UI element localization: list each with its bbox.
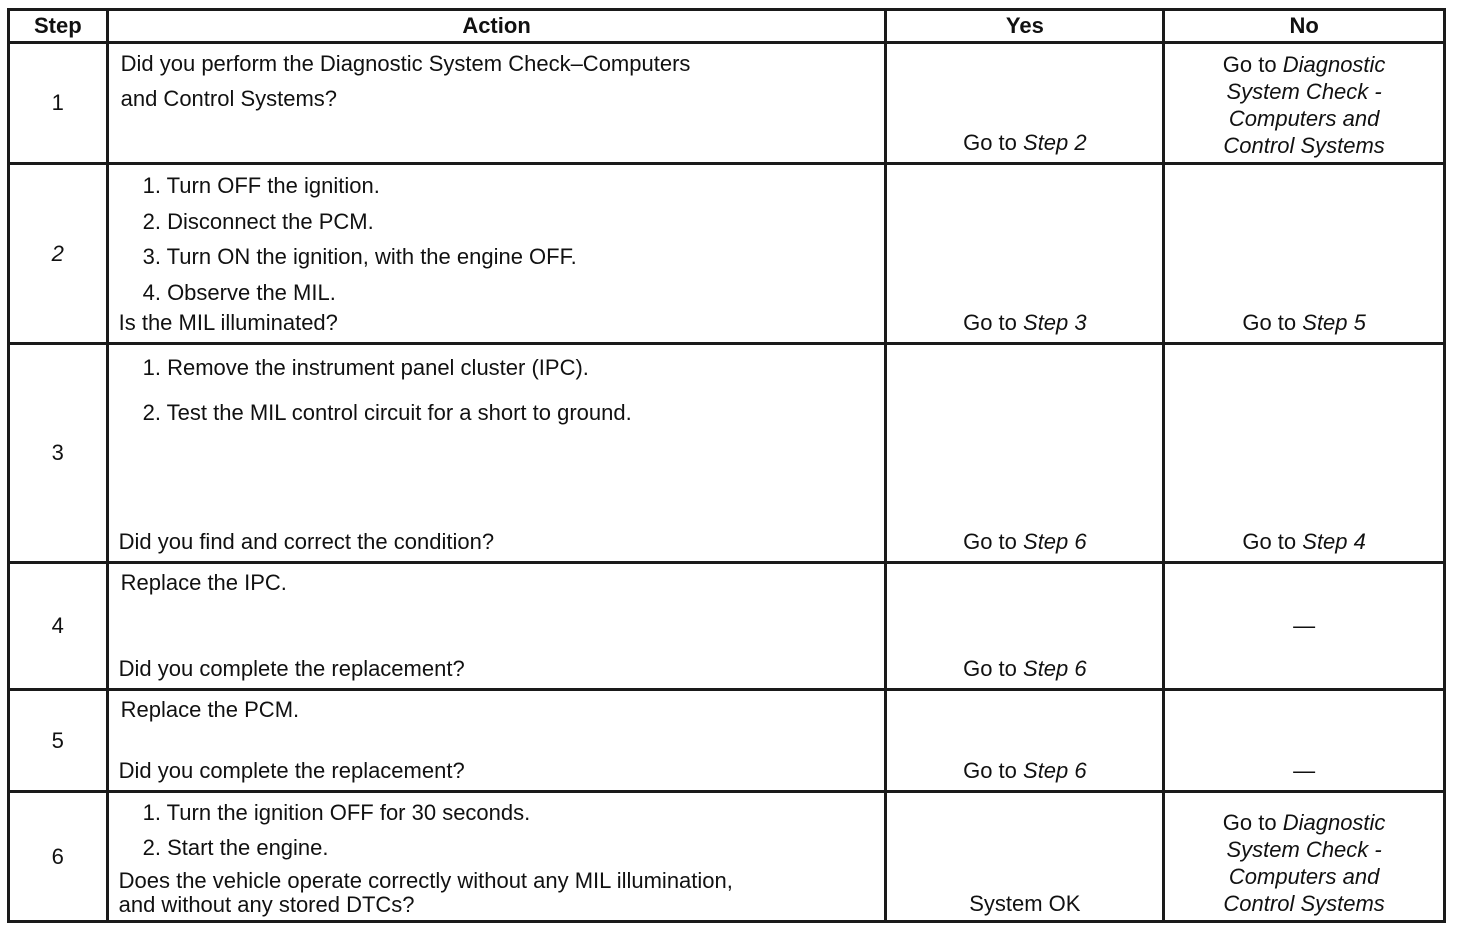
no-target: Computers and [1228,106,1380,131]
yes-prefix: Go to [963,130,1017,155]
no-target: Computers and [1228,864,1380,889]
no-prefix: Go to [1222,810,1277,835]
yes-prefix: Go to [963,529,1017,554]
action-item: 1. Remove the instrument panel cluster (IPC). [142,355,589,380]
header-no: No [1164,10,1445,43]
diagnostic-table [7,8,1446,923]
header-action: Action [107,10,886,43]
header-step: Step [9,10,108,43]
no-target: System Check - [1226,79,1382,104]
step-number: 5 [9,690,108,792]
no-target: Diagnostic [1282,810,1386,835]
yes-prefix: Go to [963,656,1017,681]
yes-target: Step 6 [1023,529,1087,554]
action-cell [107,344,886,563]
no-cell [1164,563,1445,690]
no-dash: — [1293,758,1316,783]
yes-target: Step 3 [1023,310,1087,335]
action-text: Replace the PCM. [120,697,300,722]
no-target: Step 4 [1302,529,1366,554]
no-target: Control Systems [1223,133,1385,158]
action-cell [107,690,886,792]
question-text: Is the MIL illuminated? [118,310,338,335]
table-row [9,164,1445,344]
action-item: 2. Test the MIL control circuit for a short to ground. [142,400,632,425]
no-prefix: Go to [1242,310,1297,335]
action-cell [107,792,886,922]
table-row [9,563,1445,690]
no-prefix: Go to [1222,52,1277,77]
table-row [9,792,1445,922]
yes-target: Step 6 [1023,758,1087,783]
yes-cell [886,563,1164,690]
no-target: System Check - [1226,837,1382,862]
action-item: 2. Start the engine. [142,835,329,860]
step-number: 4 [9,563,108,690]
header-row [9,10,1445,43]
action-cell [107,43,886,164]
step-number: 6 [9,792,108,922]
yes-cell [886,690,1164,792]
table-row [9,344,1445,563]
no-target: Control Systems [1223,891,1385,916]
no-prefix: Go to [1242,529,1297,554]
table-row [9,690,1445,792]
table-row [9,43,1445,164]
action-item: 1. Turn OFF the ignition. [142,173,380,198]
no-dash: — [1293,613,1316,638]
question-text: Did you complete the replacement? [118,656,465,681]
step-number: 1 [9,43,108,164]
action-item: 4. Observe the MIL. [142,279,336,305]
action-text: and Control Systems? [120,86,338,111]
step-number: 3 [9,344,108,563]
question-text: Did you find and correct the condition? [118,529,495,554]
no-cell [1164,690,1445,792]
no-cell [1164,792,1445,922]
action-text: Did you perform the Diagnostic System Check–Computers [120,51,691,76]
yes-cell [886,43,1164,164]
step-number: 2 [9,164,108,344]
yes-cell [886,164,1164,344]
action-text: Replace the IPC. [120,570,287,595]
no-target: Diagnostic [1282,52,1386,77]
yes-target: Step 2 [1023,130,1087,155]
yes-prefix: Go to [963,758,1017,783]
yes-prefix: Go to [963,310,1017,335]
yes-cell [886,792,1164,922]
no-cell [1164,164,1445,344]
no-target: Step 5 [1302,310,1366,335]
yes-target: Step 6 [1023,656,1087,681]
action-cell [107,164,886,344]
header-yes: Yes [886,10,1164,43]
action-cell [107,563,886,690]
no-cell [1164,43,1445,164]
yes-cell [886,344,1164,563]
no-cell [1164,344,1445,563]
action-item: 3. Turn ON the ignition, with the engine OFF. [142,244,577,269]
action-item: 2. Disconnect the PCM. [142,208,374,234]
action-item: 1. Turn the ignition OFF for 30 seconds. [142,800,531,825]
question-text: and without any stored DTCs? [118,892,415,917]
question-text: Does the vehicle operate correctly without any MIL illumination, [118,868,733,893]
yes-text: System OK [969,891,1081,916]
question-text: Did you complete the replacement? [118,758,465,783]
